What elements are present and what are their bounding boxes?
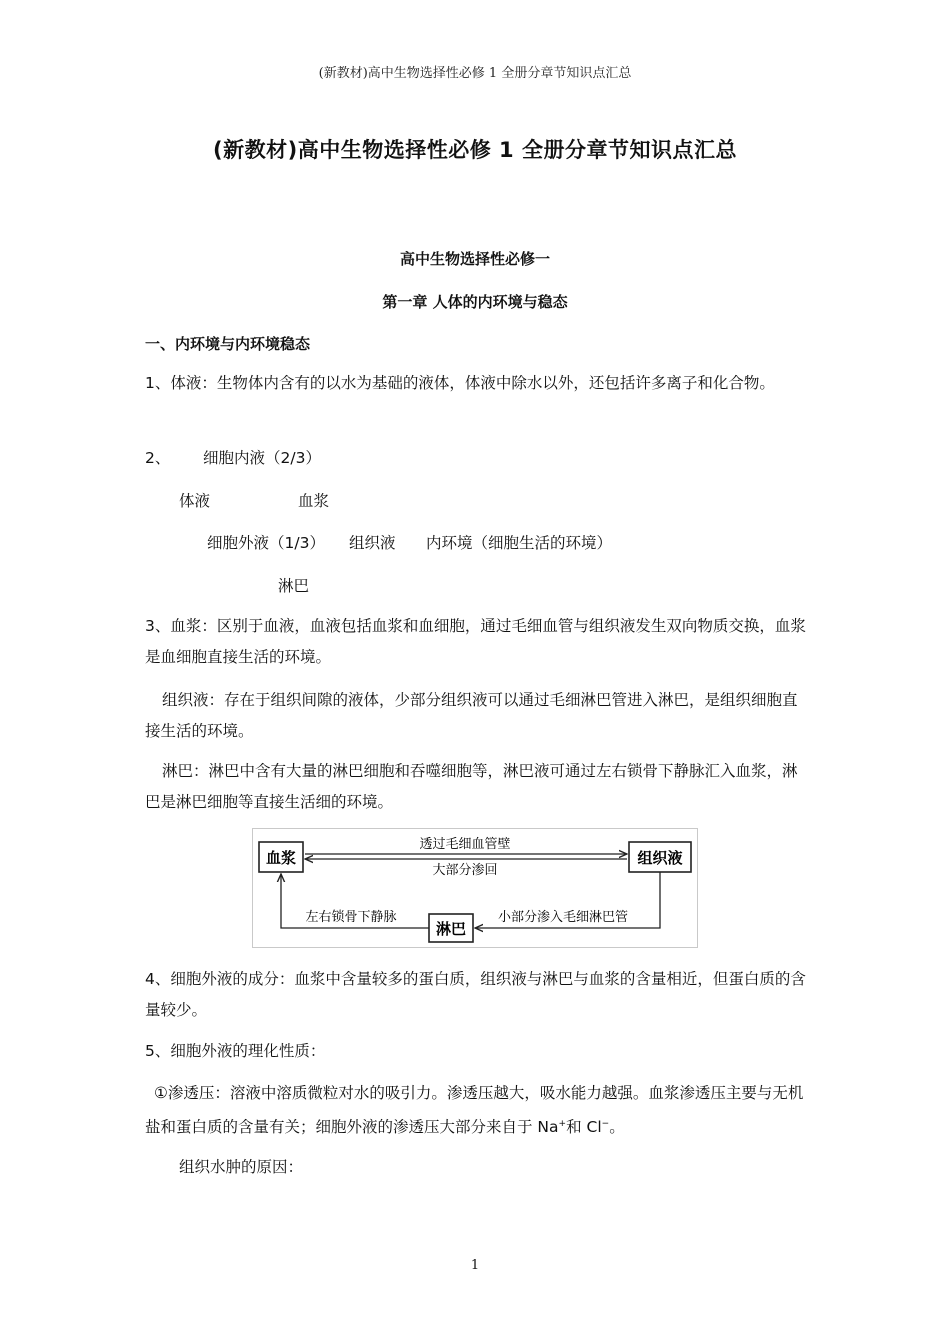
tree-plasma: 血浆 [298,492,330,510]
section-heading: 一、内环境与内环境稳态 [145,335,311,353]
paragraph-plasma: 3、血浆：区别于血液，血液包括血浆和血细胞，通过毛细血管与组织液发生双向物质交换，血浆是血细胞直接生活的环境。 [145,617,806,666]
tree-number: 2、 [145,449,171,467]
lymph-box-label: 淋巴 [435,920,467,938]
sodium-charge: + [558,1119,567,1129]
label-most-return: 大部分渗回 [432,863,498,878]
plasma-box-label: 血浆 [265,849,297,867]
paragraph-lymph: 淋巴：淋巴中含有大量的淋巴细胞和吞噬细胞等，淋巴液可通过左右锁骨下静脉汇入血浆，淋巴是淋巴细胞等直接生活细的环境。 [145,762,798,811]
paragraph-physicochemical: 5、细胞外液的理化性质： [145,1042,326,1060]
osmotic-end: 。 [609,1118,625,1137]
osmotic-text: ①渗透压：溶液中溶质微粒对水的吸引力。渗透压越大，吸水能力越强。血浆渗透压主要与无机盐和蛋白质的含量有关；细胞外液的渗透压大部分来自于 Na [145,1084,804,1137]
paragraph-osmotic-pressure [145,1078,807,1143]
chloride-charge: − [601,1119,610,1129]
page-number: 1 [470,1258,480,1273]
tree-tissue-fluid: 组织液 [349,534,396,552]
label-to-plasma: 左右锁骨下静脉 [305,910,397,925]
tree-body-fluid: 体液 [179,492,211,510]
label-through-capillary: 透过毛细血管壁 [419,837,511,852]
tree-lymph: 淋巴 [278,577,310,595]
chapter-title: 第一章 人体的内环境与稳态 [382,293,568,311]
chloride-text: 和 Cl [566,1118,602,1137]
paragraph-tissue-fluid: 组织液：存在于组织间隙的液体，少部分组织液可以通过毛细淋巴管进入淋巴，是组织细胞直接生活的环境。 [145,691,798,740]
running-header: (新教材)高中生物选择性必修 1 全册分章节知识点汇总 [318,66,632,81]
label-to-lymph: 小部分渗入毛细淋巴管 [497,910,629,925]
tree-extracellular: 细胞外液（1/3） [207,534,325,552]
fluid-exchange-diagram [252,828,698,948]
tree-internal-environment: 内环境（细胞生活的环境） [426,534,613,552]
book-title: 高中生物选择性必修一 [399,250,550,268]
paragraph-body-fluid: 1、体液：生物体内含有的以水为基础的液体，体液中除水以外，还包括许多离子和化合物。 [145,374,775,392]
document-title: (新教材)高中生物选择性必修 1 全册分章节知识点汇总 [213,138,737,162]
tree-intracellular: 细胞内液（2/3） [203,449,321,467]
paragraph-edema-causes: 组织水肿的原因： [179,1158,304,1176]
tissue-fluid-box-label: 组织液 [637,849,683,867]
paragraph-extracellular-composition: 4、细胞外液的成分：血浆中含量较多的蛋白质，组织液与淋巴与血浆的含量相近，但蛋白质的含量较少。 [145,970,806,1019]
